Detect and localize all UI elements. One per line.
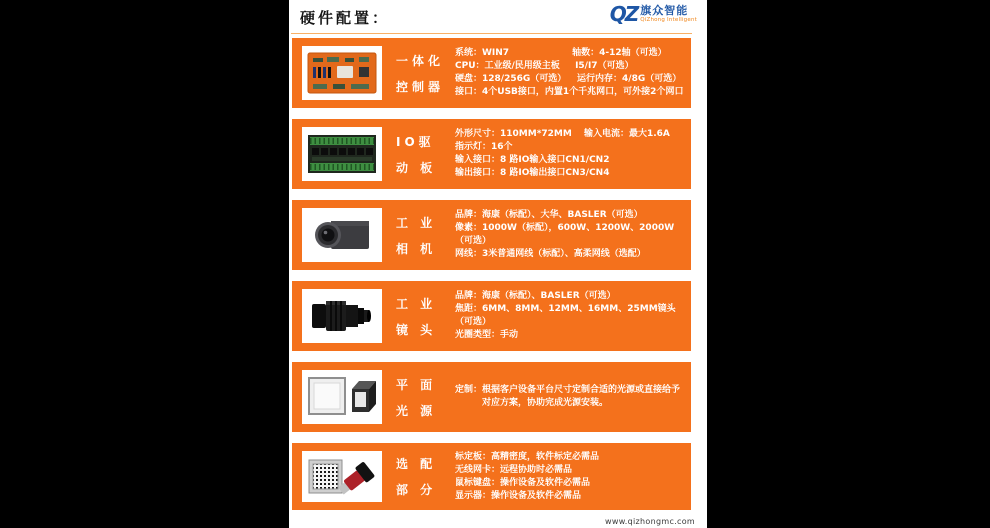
- header-divider: [291, 33, 692, 34]
- calibration-board-usb-icon: [307, 454, 377, 500]
- detail-line: 网线：3米普通网线（标配）、高柔网线（选配）: [455, 249, 646, 259]
- label-line: 镜 头: [396, 322, 437, 337]
- flat-light-icon: [307, 374, 377, 420]
- section-details: [455, 119, 687, 189]
- flat-light-image: [302, 370, 382, 424]
- lens-image: [302, 289, 382, 343]
- logo-text: [640, 5, 697, 23]
- spec-sheet-page: [289, 0, 707, 528]
- detail-line: 硬盘：128/256G（可选） 运行内存：4/8G（可选）: [455, 74, 682, 84]
- page-title: 硬件配置：: [300, 9, 391, 27]
- hardware-sections: [292, 38, 691, 510]
- detail-line: 外形尺寸：110MM*72MM 输入电流：最大1.6A: [455, 129, 670, 139]
- section-details: [455, 443, 687, 510]
- section-details: [455, 362, 687, 432]
- section-integrated-controller: [292, 38, 691, 108]
- label-line: 部 分: [396, 483, 437, 497]
- label-line: 相 机: [396, 241, 437, 256]
- label-line: 工 业: [396, 296, 437, 311]
- section-industrial-lens: [292, 281, 691, 351]
- detail-line: 定制：根据客户设备平台尺寸定制合适的光源或直接给予: [455, 385, 681, 395]
- section-label: [396, 200, 436, 270]
- io-board-icon: [307, 131, 377, 177]
- section-label: [396, 443, 436, 510]
- label-line: 选 配: [396, 457, 437, 471]
- section-industrial-camera: [292, 200, 691, 270]
- detail-line: 鼠标键盘：操作设备及软件必需品: [455, 477, 591, 488]
- optional-parts-image: [302, 451, 382, 502]
- section-flat-light-source: [292, 362, 691, 432]
- lens-icon: [307, 293, 377, 339]
- detail-line: 输出接口：8 路IO输出接口CN3/CN4: [455, 168, 610, 178]
- detail-line: 品牌：海康（标配）、BASLER（可选）: [455, 291, 616, 301]
- section-details: [455, 200, 687, 270]
- section-label: [396, 281, 436, 351]
- section-details: [455, 281, 687, 351]
- section-optional-parts: [292, 443, 691, 510]
- detail-line: 接口：4个USB接口，内置1个千兆网口，可外接2个网口: [455, 87, 684, 97]
- controller-board-image: [302, 46, 382, 100]
- detail-line: 无线网卡：远程协助时必需品: [455, 464, 573, 475]
- logo-name-cn: 旗众智能: [640, 4, 689, 17]
- io-board-image: [302, 127, 382, 181]
- section-label: [396, 362, 436, 432]
- detail-line: 像素：1000W（标配），600W、1200W、2000W（可选）: [455, 223, 675, 246]
- detail-line: 品牌：海康（标配）、大华、BASLER（可选）: [455, 210, 643, 220]
- label-line: 动 板: [396, 160, 437, 175]
- label-line: 控制器: [396, 79, 445, 94]
- camera-icon: [307, 212, 377, 258]
- detail-line: 标定板：高精密度，软件标定必需品: [455, 451, 600, 462]
- detail-line: 指示灯：16个: [455, 142, 513, 152]
- detail-line: 光圈类型：手动: [455, 330, 519, 340]
- section-details: [455, 38, 687, 108]
- detail-line: CPU：工业级/民用级主板 I5/I7（可选）: [455, 61, 634, 71]
- controller-board-icon: [307, 50, 377, 96]
- logo-name-en: QiZhong Intelligent: [640, 16, 697, 23]
- letterbox-left: [0, 0, 289, 528]
- detail-line: 显示器：操作设备及软件必需品: [455, 490, 582, 501]
- detail-line: 焦距：6MM、8MM、12MM、16MM、25MM镜头（可选）: [455, 304, 676, 327]
- label-line: IO驱: [396, 134, 435, 149]
- label-line: 工 业: [396, 215, 437, 230]
- label-line: 一体化: [396, 53, 445, 68]
- company-logo: [610, 4, 697, 24]
- letterbox-right: [707, 0, 990, 528]
- detail-line: 输入接口：8 路IO输入接口CN1/CN2: [455, 155, 610, 165]
- section-label: [396, 38, 444, 108]
- section-io-driver-board: [292, 119, 691, 189]
- section-label: [396, 119, 436, 189]
- detail-line: 对应方案，协助完成光源安装。: [455, 398, 609, 408]
- logo-qz-icon: QZ: [609, 2, 638, 26]
- camera-image: [302, 208, 382, 262]
- label-line: 光 源: [396, 403, 437, 418]
- detail-line: 系统：WIN7 轴数：4-12轴（可选）: [455, 48, 667, 58]
- label-line: 平 面: [396, 377, 437, 392]
- website-url: www.qizhongmc.com: [605, 517, 695, 526]
